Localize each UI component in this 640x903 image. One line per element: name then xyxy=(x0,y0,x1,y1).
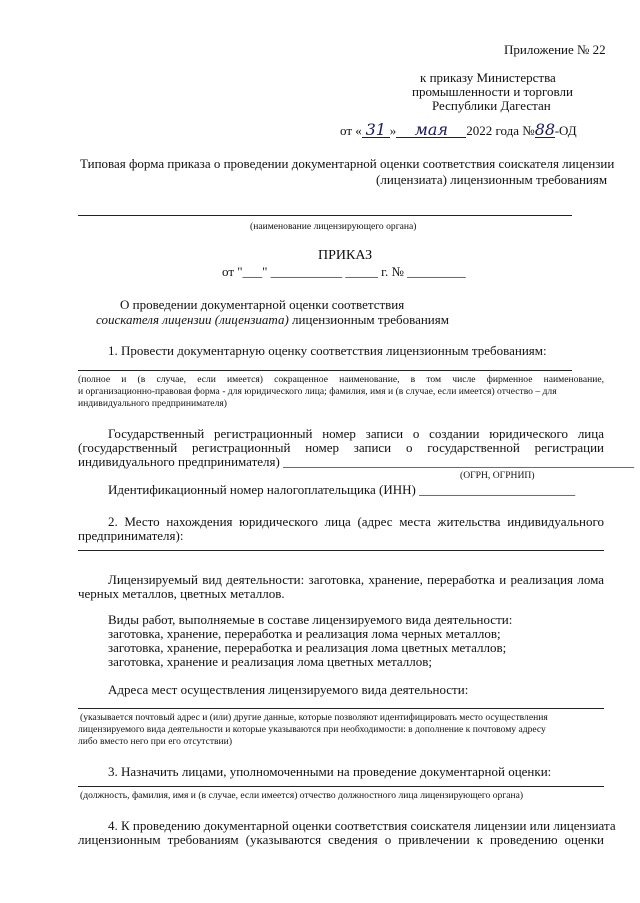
item3-fill-line xyxy=(78,786,604,787)
subject-rest: лицензионным требованиям xyxy=(288,312,449,327)
activity-line-2: черных металлов, цветных металлов. xyxy=(78,586,285,601)
item1-caption-2: и организационно-правовая форма - для юридического лица; фамилия, имя и (в случае, если имеется) отчество – для xyxy=(78,386,557,397)
date-suffix: -ОД xyxy=(554,123,577,138)
ogrn-line-3: индивидуального предпринимателя) ______________________________________________________ xyxy=(78,454,635,469)
organ-name-line xyxy=(78,215,572,216)
appendix-line-2: промышленности и торговли xyxy=(412,84,573,99)
item2-line-1: 2. Место нахождения юридического лица (адрес места жительства индивидуального xyxy=(108,514,604,529)
works-title: Виды работ, выполняемые в составе лицензируемого вида деятельности: xyxy=(108,612,513,627)
item1-text: 1. Провести документарную оценку соответствия лицензионным требованиям: xyxy=(108,343,547,358)
form-title-line-1: Типовая форма приказа о проведении документарной оценки соответствия соискателя лицензии xyxy=(80,156,615,171)
item4-line-1: 4. К проведению документарной оценки соответствия соискателя лицензии или лицензиата xyxy=(108,818,616,833)
order-title: ПРИКАЗ xyxy=(318,248,373,263)
works-item-3: заготовка, хранение и реализация лома цветных металлов; xyxy=(108,654,432,669)
form-title-line-2: (лицензиата) лицензионным требованиям xyxy=(376,172,608,187)
addresses-title: Адреса мест осуществления лицензируемого вида деятельности: xyxy=(108,682,469,697)
addresses-fill-line xyxy=(78,708,604,709)
appendix-line-1: к приказу Министерства xyxy=(420,70,556,85)
item2-line-2: предпринимателя): xyxy=(78,528,184,543)
item3-caption: (должность, фамилия, имя и (в случае, если имеется) отчество должностного лица лицензирующего органа) xyxy=(80,790,524,801)
date-month: мая xyxy=(396,122,466,138)
ogrn-line-1: Государственный регистрационный номер записи о создании юридического лица xyxy=(108,426,604,441)
item3-text: 3. Назначить лицами, уполномоченными на проведение документарной оценки: xyxy=(108,764,552,779)
item2-fill-line xyxy=(78,550,604,551)
item1-fill-line xyxy=(78,370,572,371)
item4-line-2: лицензионным требованиям (указываются сведения о привлечении к проведению оценки xyxy=(78,832,604,847)
ogrn-line-2: (государственный регистрационный номер записи о государственной регистрации xyxy=(78,440,604,455)
subject-line-2 xyxy=(96,312,449,327)
ogrn-caption: (ОГРН, ОГРНИП) xyxy=(460,470,535,481)
date-day: 31 xyxy=(362,122,390,138)
date-prefix: от « xyxy=(340,123,362,138)
subject-line-1: О проведении документарной оценки соответствия xyxy=(120,297,405,312)
appendix-line-3: Республики Дагестан xyxy=(432,98,551,113)
date-year: 2022 года № xyxy=(466,123,535,138)
item1-caption-3: индивидуального предпринимателя) xyxy=(78,398,227,409)
addresses-caption-3: либо вместо него при его отсутствии) xyxy=(78,736,233,747)
subject-italic: соискателя лицензии (лицензиата) xyxy=(96,312,289,327)
activity-line-1: Лицензируемый вид деятельности: заготовка, хранение, переработка и реализация лома xyxy=(108,572,604,587)
appendix-number: Приложение № 22 xyxy=(504,42,606,57)
addresses-caption-1: (указывается почтовый адрес и (или) другие данные, которые позволяют идентифицировать место осуществления xyxy=(80,712,548,723)
item1-caption-1: (полное и (в случае, если имеется) сокращенное наименование, в том числе фирменное наименование, xyxy=(78,374,604,385)
addresses-caption-2: лицензируемого вида деятельности и которые указываются при необходимости: в дополнение к почтовому адресу xyxy=(78,724,546,735)
works-item-2: заготовка, хранение, переработка и реализация лома цветных металлов; xyxy=(108,640,507,655)
organ-caption: (наименование лицензирующего органа) xyxy=(250,221,417,232)
order-date-line: от "___" ___________ _____ г. № _________ xyxy=(222,264,466,279)
date-num: 88 xyxy=(534,120,556,139)
works-item-1: заготовка, хранение, переработка и реализация лома черных металлов; xyxy=(108,626,501,641)
inn-line: Идентификационный номер налогоплательщика (ИНН) ________________________ xyxy=(108,482,576,497)
date-mid: » xyxy=(389,123,397,138)
appendix-date xyxy=(340,122,577,138)
